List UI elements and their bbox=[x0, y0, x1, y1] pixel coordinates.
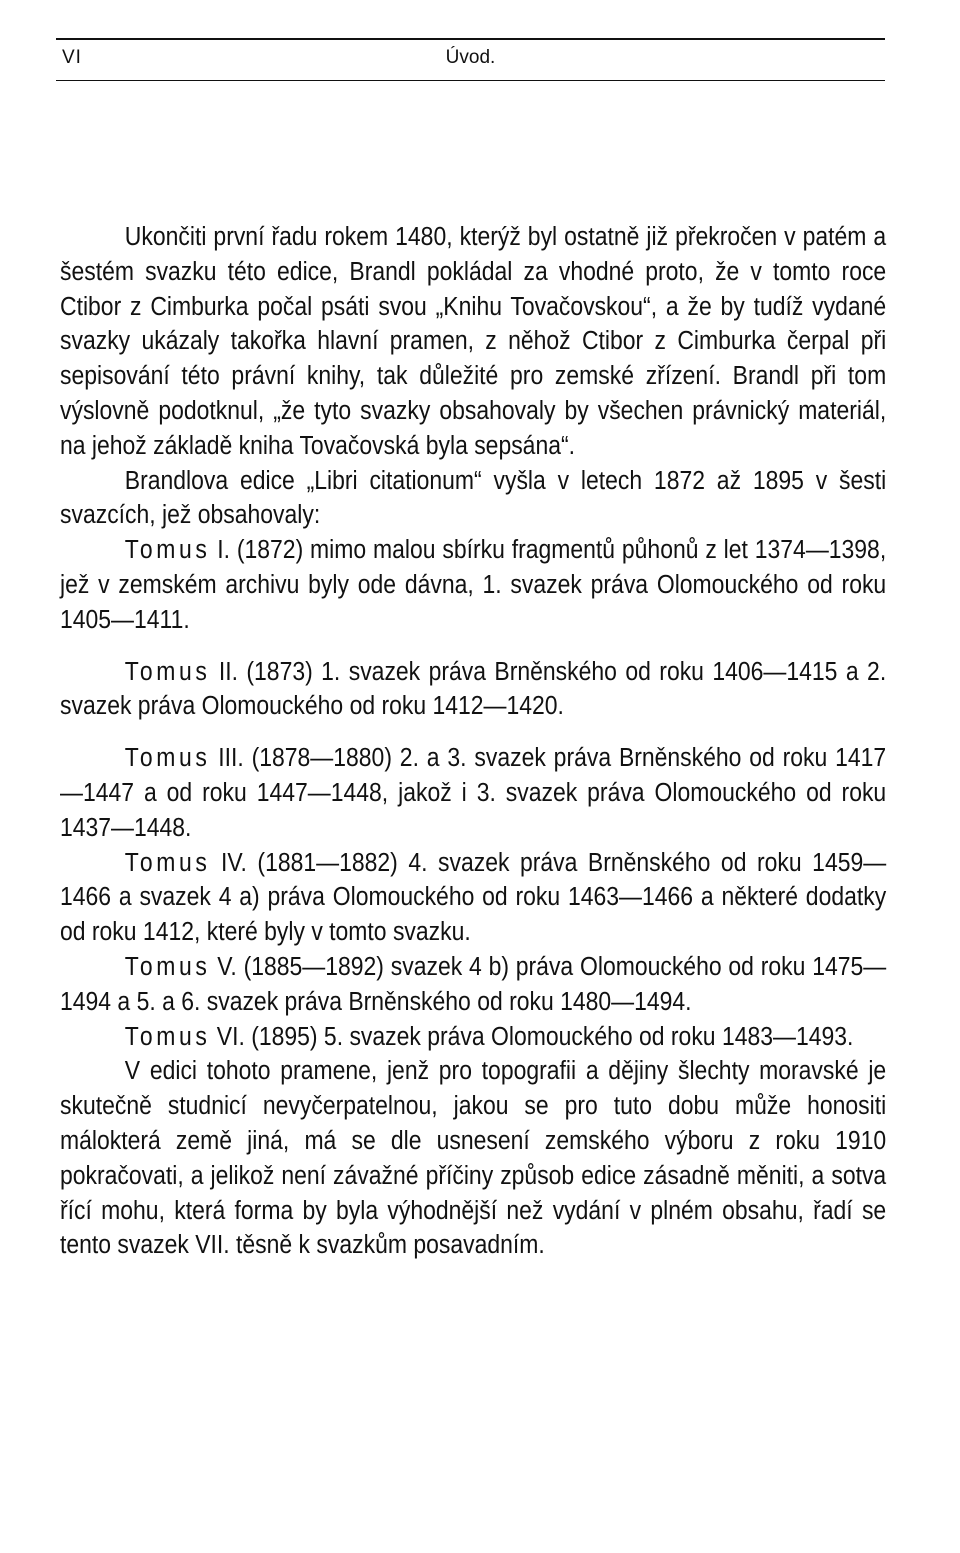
volume-entry-2 bbox=[60, 655, 886, 725]
volume-label: Tomus bbox=[124, 744, 211, 773]
page-number: VI bbox=[62, 47, 82, 68]
volume-description: II. (1873) 1. svazek práva Brněnského od roku 1406—1415 a 2. svazek práva Olomouckého od roku 1412—1420. bbox=[60, 657, 887, 721]
header-top-rule bbox=[56, 38, 885, 40]
paragraph-closing: V edici tohoto pramene, jenž pro topografii a dějiny šlechty moravské je skutečně studnicí nevyčerpatelnou, jakou se pro tuto dobu může honositi málokterá země jiná, má se dle usnesení zemského výboru z roku 1910 pokračovati, a jelikož není závažné příčiny způsob edice zásadně měniti, a sotva řící mohu, která forma by byla výhodnější než vydání v plném obsahu, řadí se tento svazek VII. těsně k svazkům posavadním. bbox=[60, 1057, 887, 1260]
volume-label: Tomus bbox=[124, 1022, 211, 1051]
running-head: Úvod. bbox=[445, 47, 496, 68]
volume-label: Tomus bbox=[124, 952, 211, 981]
paragraph-intro: Ukončiti první řadu rokem 1480, kterýž byl ostatně již překročen v patém a šestém svazku této edice, Brandl pokládal za vhodné proto, že v tomto roce Ctibor z Cimburka počal psáti svou „Knihu Tovačovskou“, a že by tudíž vydané svazky ukázaly takořka hlavní pramen, z něhož Ctibor z Cimburka čerpal při sepisování této právní knihy, tak důležité pro zemské zřízení. Brandl při tom výslovně podotknul, „že tyto svazky obsahovaly by všechen právnický materiál, na jehož základě kniha Tovačovská byla sepsána“. bbox=[60, 223, 887, 460]
volume-label: Tomus bbox=[124, 848, 211, 877]
page-header bbox=[56, 38, 885, 84]
volume-entry-5 bbox=[60, 950, 886, 1020]
volume-description: III. (1878—1880) 2. a 3. svazek práva Brněnského od roku 1417—1447 a od roku 1447—1448, jakož i 3. svazek práva Olomouckého od roku 1437—1448. bbox=[60, 744, 887, 842]
volume-description: IV. (1881—1882) 4. svazek práva Brněnského od roku 1459—1466 a svazek 4 a) práva Olomouckého od roku 1463—1466 a některé dodatky od roku 1412, které byly v tomto svazku. bbox=[60, 848, 887, 947]
paragraph-edition: Brandlova edice „Libri citationum“ vyšla v letech 1872 až 1895 v šesti svazcích, jež obsahovaly: bbox=[60, 466, 887, 530]
volume-entry-3 bbox=[60, 741, 886, 845]
volume-description: VI. (1895) 5. svazek práva Olomouckého od roku 1483—1493. bbox=[216, 1022, 854, 1051]
volume-entry-6 bbox=[60, 1020, 886, 1055]
volume-entry-4 bbox=[60, 846, 886, 950]
body-text bbox=[60, 220, 886, 1263]
volume-entry-1 bbox=[60, 533, 886, 637]
volume-label: Tomus bbox=[124, 536, 211, 565]
volume-label: Tomus bbox=[124, 657, 211, 686]
header-bottom-rule bbox=[56, 80, 885, 81]
volume-description: I. (1872) mimo malou sbírku fragmentů půhonů z let 1374—1398, jež v zemském archivu byly ode dávna, 1. svazek práva Olomouckého od roku 1405—1411. bbox=[60, 536, 887, 634]
volume-description: V. (1885—1892) svazek 4 b) práva Olomouckého od roku 1475—1494 a 5. a 6. svazek práva Brněnského od roku 1480—1494. bbox=[60, 952, 887, 1016]
